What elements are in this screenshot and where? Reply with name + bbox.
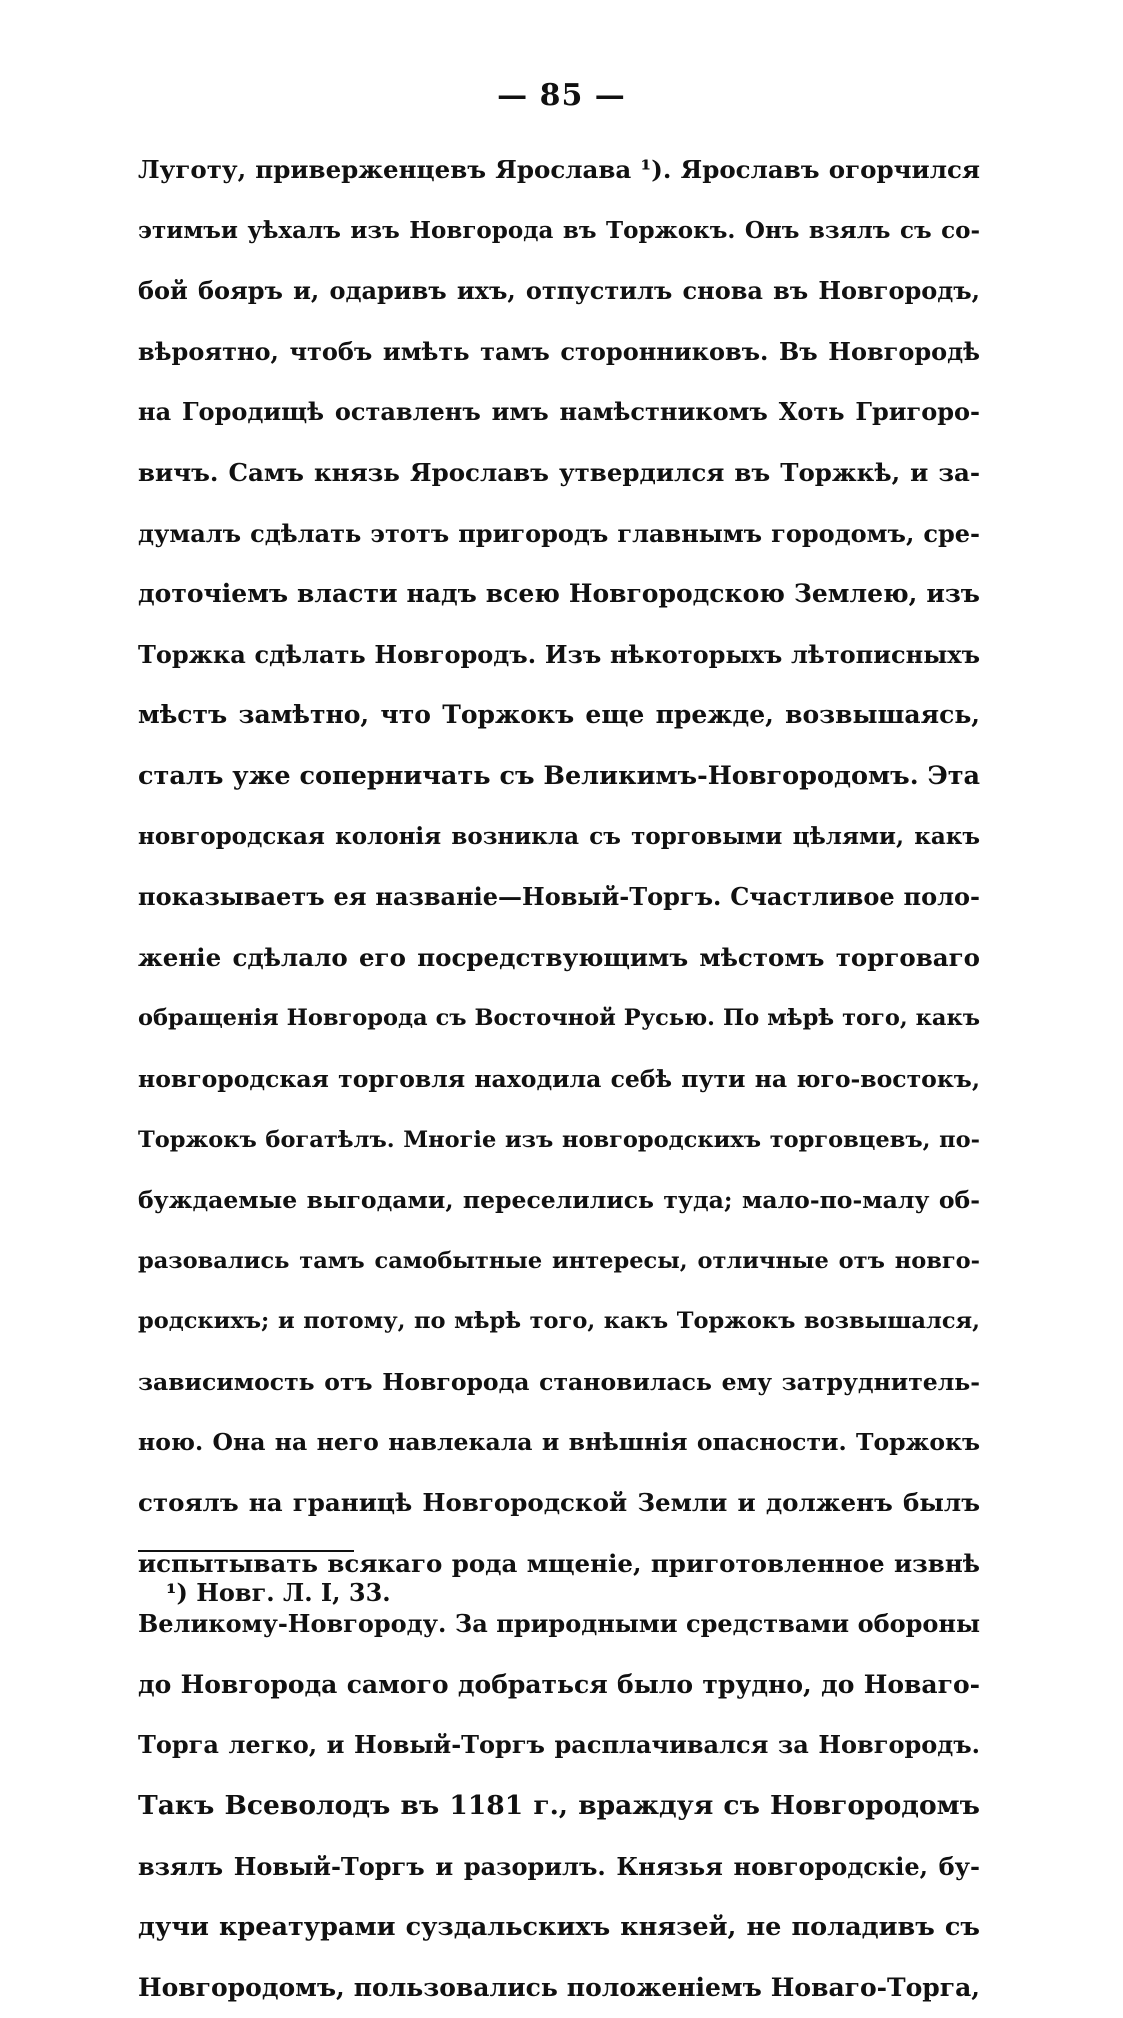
- text-line: новгородская торговля находила себѣ пути на юго-востокъ,: [138, 1064, 980, 1093]
- text-line: Торжка сдѣлать Новгородъ. Изъ нѣкоторыхъ лѣтописныхъ: [138, 639, 980, 669]
- text-line: обращенія Новгорода съ Восточной Русью. По мѣрѣ того, какъ: [138, 1005, 980, 1032]
- text-line: Луготу, приверженцевъ Ярослава ¹). Ярославъ огорчился: [138, 155, 980, 184]
- text-line: разовались тамъ самобытные интересы, отличные отъ новго-: [138, 1247, 980, 1274]
- text-line: испытывать всякаго рода мщеніе, приготовленное извнѣ: [138, 1548, 980, 1578]
- text-line: Великому-Новгороду. За природными средствами обороны: [138, 1609, 980, 1639]
- text-line: Такъ Всеволодъ въ 1181 г., враждуя съ Новгородомъ: [138, 1790, 980, 1822]
- text-line: Новгородомъ, пользовались положеніемъ Новаго-Торга,: [138, 1972, 980, 2002]
- text-line: думалъ сдѣлать этотъ пригородъ главнымъ городомъ, сре-: [138, 518, 980, 548]
- text-line: Торга легко, и Новый-Торгъ расплачивался за Новгородъ.: [138, 1730, 980, 1760]
- footnote-divider: [138, 1550, 354, 1552]
- text-line: доточіемъ власти надъ всею Новгородскою Землею, изъ: [138, 579, 980, 609]
- body-text: [138, 140, 980, 2018]
- text-line: родскихъ; и потому, по мѣрѣ того, какъ Торжокъ возвышался,: [138, 1308, 980, 1335]
- text-line: показываетъ ея названіе—Новый-Торгъ. Счастливое поло-: [138, 882, 980, 912]
- text-line: бой бояръ и, одаривъ ихъ, отпустилъ снова въ Новгородъ,: [138, 276, 980, 306]
- text-line: дучи креатурами суздальскихъ князей, не поладивъ съ: [138, 1912, 980, 1943]
- text-line: ною. Она на него навлекала и внѣшнія опасности. Торжокъ: [138, 1428, 980, 1457]
- text-line: женіе сдѣлало его посредствующимъ мѣстомъ торговаго: [138, 942, 980, 972]
- text-line: на Городищѣ оставленъ имъ намѣстникомъ Хоть Григоро-: [138, 397, 980, 427]
- text-line: мѣстъ замѣтно, что Торжокъ еще прежде, возвышаясь,: [138, 700, 980, 730]
- text-line: Торжокъ богатѣлъ. Многіе изъ новгородскихъ торговцевъ, по-: [138, 1126, 980, 1153]
- text-line: стоялъ на границѣ Новгородской Земли и долженъ былъ: [138, 1488, 980, 1518]
- text-line: зависимость отъ Новгорода становилась ему затруднитель-: [138, 1367, 980, 1396]
- text-line: буждаемые выгодами, переселились туда; мало-по-малу об-: [138, 1186, 980, 1215]
- page-number: — 85 —: [497, 78, 626, 113]
- text-line: вѣроятно, чтобъ имѣть тамъ сторонниковъ. Въ Новгородѣ: [138, 336, 980, 366]
- text-line: сталъ уже соперничать съ Великимъ-Новгородомъ. Эта: [138, 760, 980, 791]
- text-line: этимъи уѣхалъ изъ Новгорода въ Торжокъ. Онъ взялъ съ со-: [138, 216, 980, 244]
- text-line: до Новгорода самого добраться было трудно, до Новаго-: [138, 1669, 980, 1699]
- footnote: ¹) Новг. Л. I, 33.: [166, 1578, 391, 1607]
- text-line: взялъ Новый-Торгъ и разорилъ. Князья новгородскіе, бу-: [138, 1851, 980, 1881]
- text-line: новгородская колонія возникла съ торговыми цѣлями, какъ: [138, 822, 980, 850]
- text-line: вичъ. Самъ князь Ярославъ утвердился въ Торжкѣ, и за-: [138, 457, 980, 487]
